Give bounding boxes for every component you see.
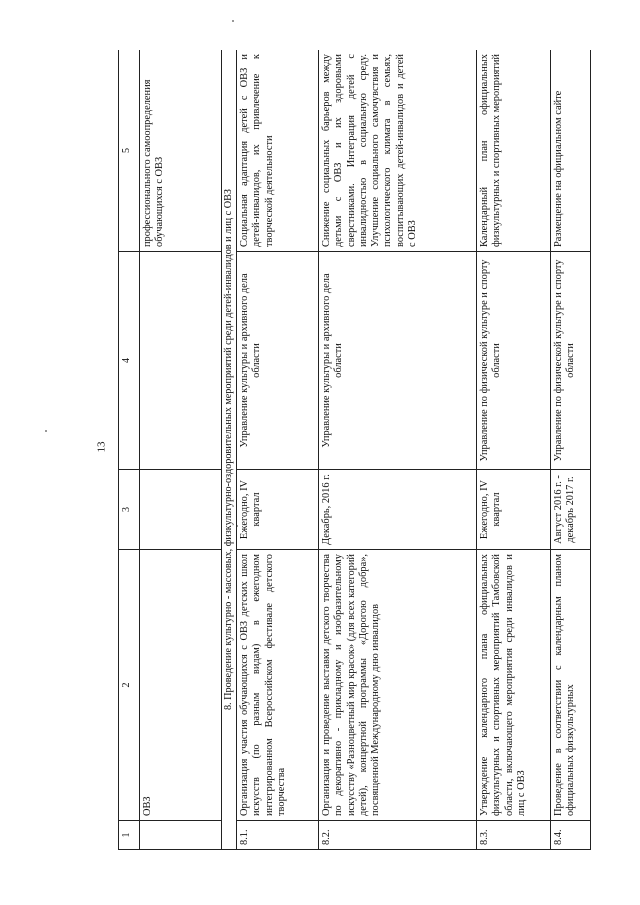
result-cell: профессионального самоопределения обучающихся с ОВЗ [140, 50, 222, 252]
responsible-cell [140, 252, 222, 470]
scan-speck [232, 20, 234, 22]
result-cell: Календарный план официальных физкультурных и спортивных мероприятий [477, 50, 551, 252]
rotated-sheet [118, 50, 598, 850]
event-cell: Организация участия обучающихся с ОВЗ детских школ искусств (по разным видам) в ежегодном интегрированном Всероссийском фестивале детского творчества [237, 550, 319, 821]
event-cell: Утверждение календарного плана официальных физкультурных и спортивных мероприятий Тамбовской области, включающего мероприятия среди инвалидов и лиц с ОВЗ [477, 550, 551, 821]
period-cell: Ежегодно, IV квартал [477, 470, 551, 550]
column-number-row [119, 50, 140, 850]
table-row [551, 50, 591, 850]
event-cell: Проведение в соответствии с календарным планом официальных физкультурных [551, 550, 591, 821]
row-number: 8.1. [237, 821, 319, 850]
row-number: 8.4. [551, 821, 591, 850]
row-number: 8.2. [319, 821, 477, 850]
period-cell: Ежегодно, IV квартал [237, 470, 319, 550]
result-cell: Социальная адаптация детей с ОВЗ и детей-инвалидов, их привлечение к творческой деятельности [237, 50, 319, 252]
events-table [118, 50, 591, 850]
column-number: 3 [119, 470, 140, 550]
page-number: 13 [95, 441, 108, 453]
result-cell: Размещение на официальном сайте [551, 50, 591, 252]
event-cell: ОВЗ [140, 550, 222, 821]
table-row [319, 50, 477, 850]
period-cell: Декабрь, 2016 г. [319, 470, 477, 550]
rotated-table-frame [118, 50, 598, 850]
responsible-cell: Управление по физической культуре и спорту области [477, 252, 551, 470]
row-number [140, 821, 222, 850]
column-number: 1 [119, 821, 140, 850]
period-cell [140, 470, 222, 550]
period-cell: Август 2016 г. - декабрь 2017 г. [551, 470, 591, 550]
column-number: 4 [119, 252, 140, 470]
responsible-cell: Управление культуры и архивного дела области [237, 252, 319, 470]
scan-speck [45, 430, 47, 432]
section-heading-row [222, 50, 237, 850]
table-row [140, 50, 222, 850]
row-number: 8.3. [477, 821, 551, 850]
column-number: 5 [119, 50, 140, 252]
column-number: 2 [119, 550, 140, 821]
responsible-cell: Управление культуры и архивного дела области [319, 252, 477, 470]
result-cell: Снижение социальных барьеров между детьми с ОВЗ и их здоровыми сверстниками. Интеграция детей с инвалидностью в социальную среду. Улучшение социального самочувствия и психологического климата в семьях, воспитывающих детей-инвалидов и детей с ОВЗ [319, 50, 477, 252]
table-row [237, 50, 319, 850]
table-row [477, 50, 551, 850]
event-cell: Организация и проведение выставки детского творчества по декоративно - прикладному и изобразительному искусству «Разноцветный мир красок» (для всех категорий детей), концертной программы «Дорогою добра», посвященной Международному дню инвалидов [319, 550, 477, 821]
section-title: 8. Проведение культурно - массовых, физкультурно-оздоровительных мероприятий среди детей-инвалидов и лиц с ОВЗ [222, 50, 237, 850]
responsible-cell: Управление по физической культуре и спорту области [551, 252, 591, 470]
